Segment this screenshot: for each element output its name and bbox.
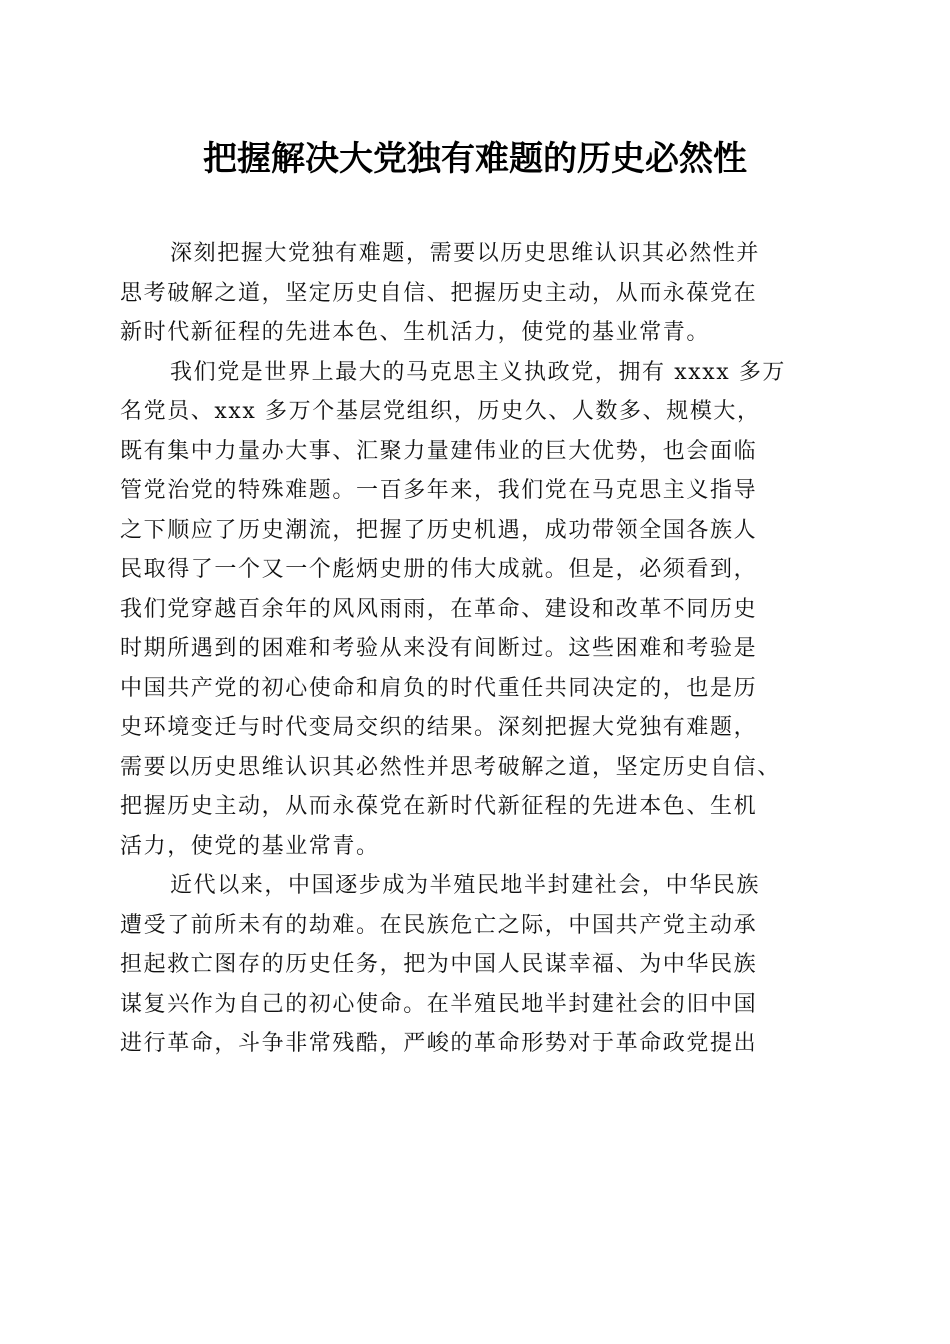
text-line: 把握历史主动，从而永葆党在新时代新征程的先进本色、生机 [120,794,758,819]
text-line: 民取得了一个又一个彪炳史册的伟大成就。但是，必须看到， [120,557,758,582]
text-line: 深刻把握大党独有难题，需要以历史思维认识其必然性并 [170,241,761,266]
text-line: 新时代新征程的先进本色、生机活力，使党的基业常青。 [120,320,711,345]
text-line: 近代以来，中国逐步成为半殖民地半封建社会，中华民族 [170,873,761,898]
paragraph-2 [120,353,840,867]
text-line: 遭受了前所未有的劫难。在民族危亡之际，中国共产党主动承 [120,912,758,938]
text-line: 名党员、xxx 多万个基层党组织，历史久、人数多、规模大， [120,399,761,424]
text-line: 管党治党的特殊难题。一百多年来，我们党在马克思主义指导 [120,478,758,503]
text-line: 谋复兴作为自己的初心使命。在半殖民地半封建社会的旧中国 [120,991,758,1017]
text-line: 需要以历史思维认识其必然性并思考破解之道，坚定历史自信、 [120,754,781,780]
paragraph-1 [120,234,840,353]
text-line: 思考破解之道，坚定历史自信、把握历史主动，从而永葆党在 [120,280,758,306]
text-line: 中国共产党的初心使命和肩负的时代重任共同决定的，也是历 [120,675,758,701]
document-body [120,234,840,1064]
document-title: 把握解决大党独有难题的历史必然性 [203,139,747,179]
text-line: 既有集中力量办大事、汇聚力量建伟业的巨大优势，也会面临 [120,438,758,464]
text-line: 我们党是世界上最大的马克思主义执政党，拥有 xxxx 多万 [170,359,787,385]
text-line: 活力，使党的基业常青。 [120,833,380,859]
text-line: 时期所遇到的困难和考验从来没有间断过。这些困难和考验是 [120,636,758,661]
text-line: 我们党穿越百余年的风风雨雨，在革命、建设和改革不同历史 [120,596,758,622]
text-line: 之下顺应了历史潮流，把握了历史机遇，成功带领全国各族人 [120,517,758,543]
text-line: 史环境变迁与时代变局交织的结果。深刻把握大党独有难题， [120,715,758,740]
paragraph-3 [120,866,840,1064]
text-line: 担起救亡图存的历史任务，把为中国人民谋幸福、为中华民族 [120,952,758,977]
text-line: 进行革命，斗争非常残酷，严峻的革命形势对于革命政党提出 [120,1031,758,1056]
